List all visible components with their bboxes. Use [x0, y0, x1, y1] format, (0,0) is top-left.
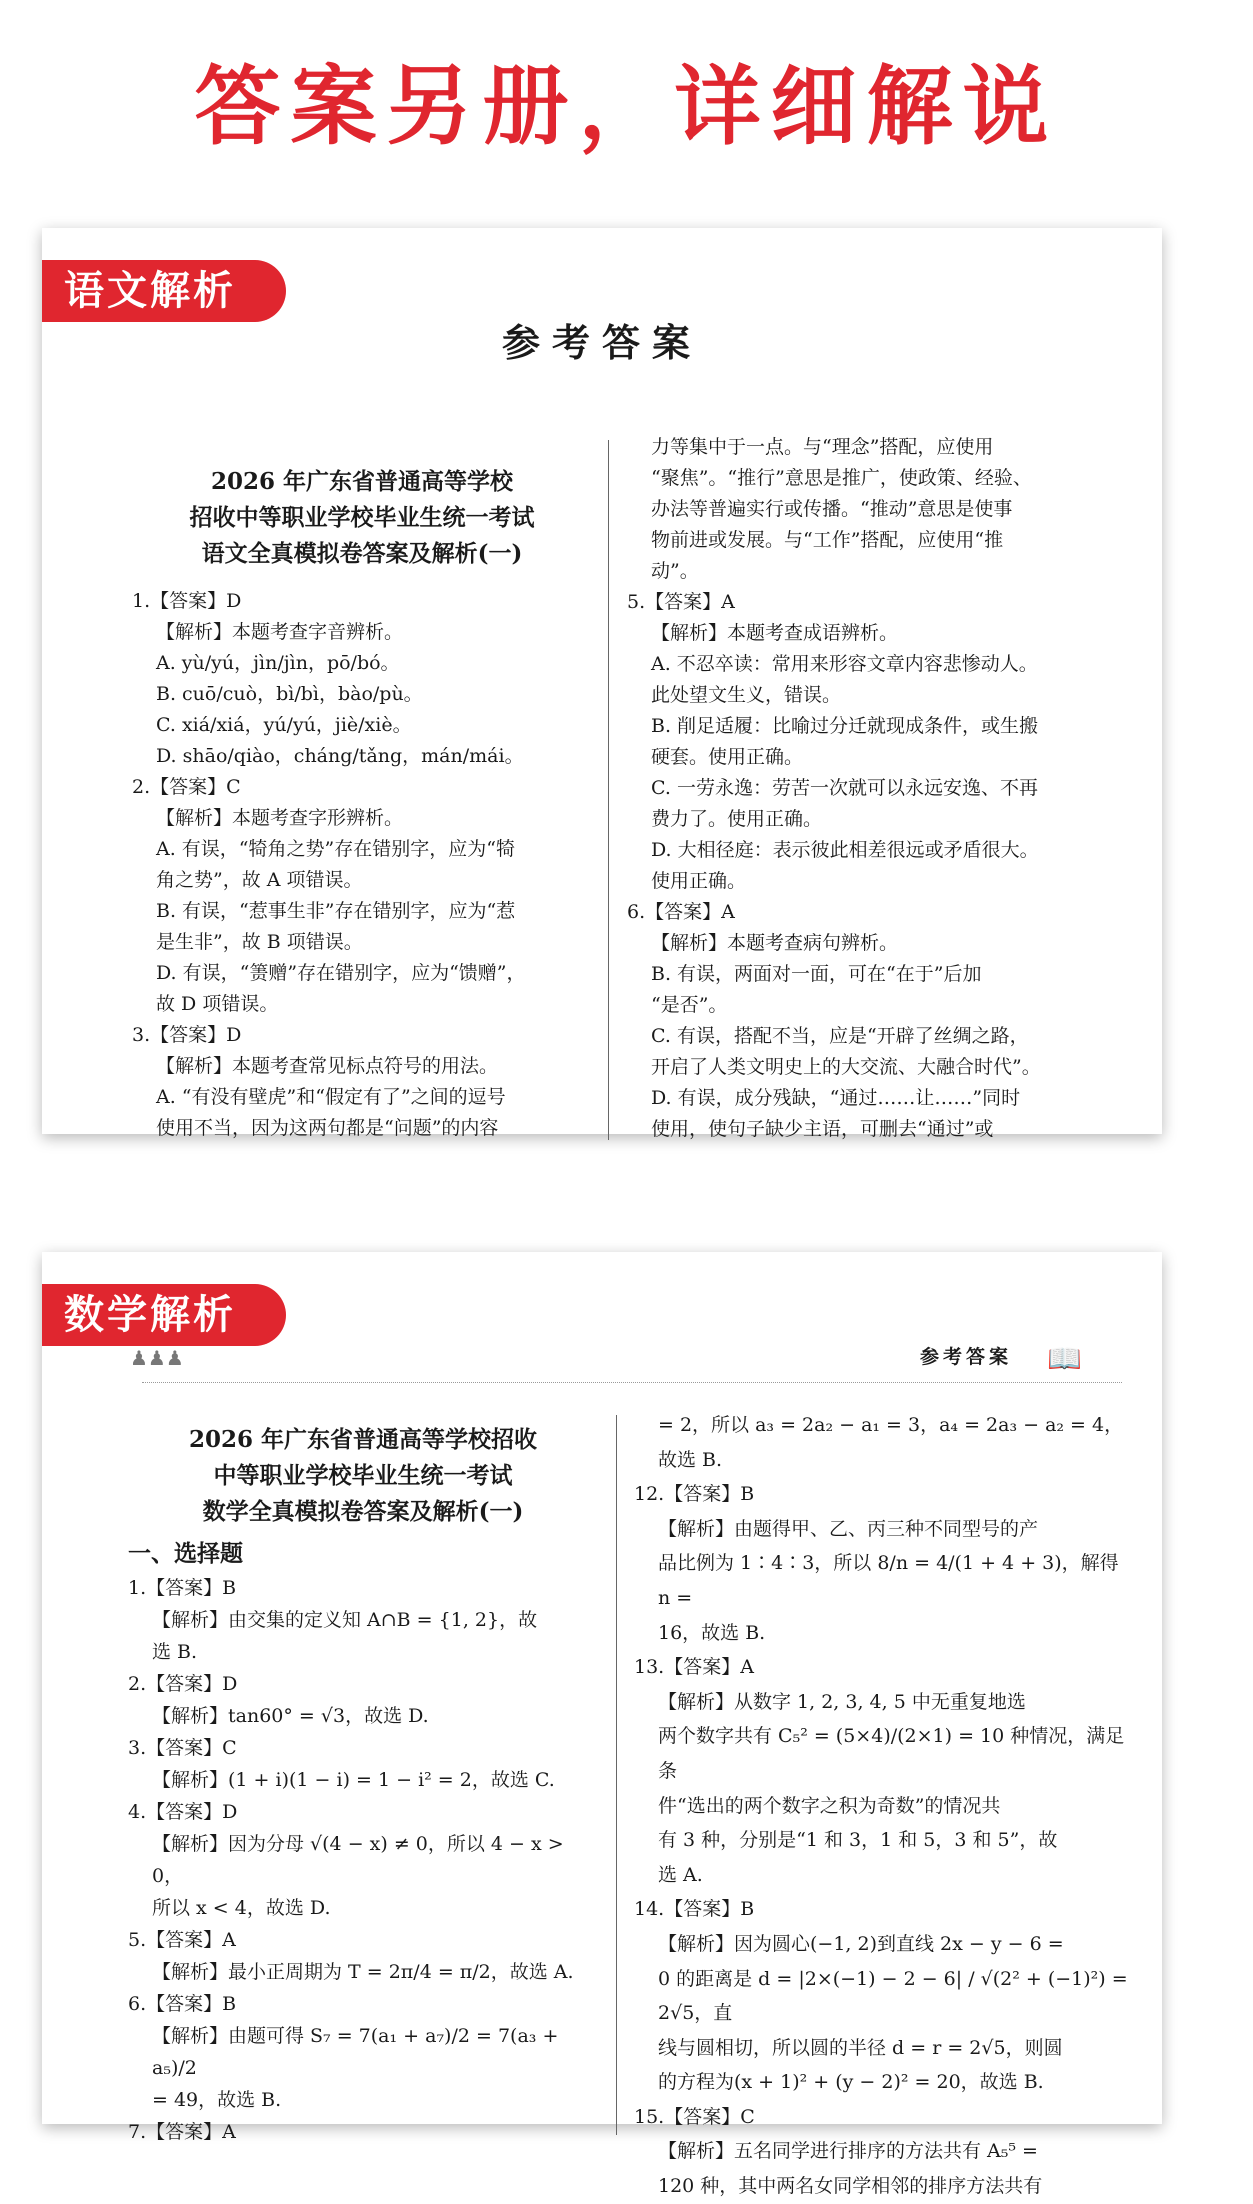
answer-line: 3.【答案】C — [128, 1737, 237, 1759]
answer-line: 是生非”，故 B 项错误。 — [156, 931, 363, 953]
chinese-heading — [132, 464, 592, 572]
chinese-left-answers — [132, 586, 592, 1144]
math-heading — [128, 1422, 598, 1530]
math-tag: 数学解析 — [42, 1284, 286, 1346]
answer-line: 硬套。使用正确。 — [651, 746, 804, 768]
chinese-tag: 语文解析 — [42, 260, 286, 322]
math-header-text: 参考答案 — [919, 1346, 1012, 1368]
column-divider — [616, 1415, 617, 2135]
answer-line: B. 有误，两面对一面，可在“在于”后加 — [651, 963, 982, 985]
answer-line: 动”。 — [651, 560, 699, 582]
answer-line: 【解析】由题可得 S₇ = 7(a₁ + a₇)/2 = 7(a₃ + a₅)/2 — [152, 2025, 559, 2079]
answer-line: 1.【答案】B — [128, 1577, 237, 1599]
heading-line: 语文全真模拟卷答案及解析(一) — [201, 540, 523, 567]
answer-line: 所以 x < 4，故选 D. — [152, 1897, 331, 1919]
answer-line: 物前进或发展。与“工作”搭配，应使用“推 — [651, 529, 1004, 551]
answer-line: 开启了人类文明史上的大交流、大融合时代”。 — [651, 1056, 1041, 1078]
math-right-column — [634, 1408, 1134, 2204]
answer-line: 力等集中于一点。与“理念”搭配，应使用 — [651, 436, 994, 458]
chinese-main-title: 参考答案 — [501, 320, 702, 365]
heading-line: 数学全真模拟卷答案及解析(一) — [202, 1498, 524, 1525]
answer-line: A. 不忍卒读：常用来形容文章内容悲惨动人。 — [651, 653, 1038, 675]
column-divider — [608, 440, 609, 1140]
math-answer-card — [42, 1252, 1162, 2198]
chinese-answer-card — [42, 228, 1162, 1140]
answer-line: = 49，故选 B. — [152, 2089, 282, 2111]
answer-line: B. cuō/cuò，bì/bì，bào/pù。 — [156, 683, 423, 705]
answer-line: D. 有误，成分残缺，“通过……让……”同时 — [651, 1087, 1021, 1109]
answer-line: 6.【答案】A — [627, 901, 735, 923]
answer-line: 办法等普遍实行或传播。“推动”意思是使事 — [651, 498, 1013, 520]
answer-line: “是否”。 — [651, 994, 728, 1016]
answer-line: 选 B. — [152, 1641, 198, 1663]
heading-line: 中等职业学校毕业生统一考试 — [213, 1462, 513, 1489]
answer-line: D. shāo/qiào，cháng/tǎng，mán/mái。 — [156, 745, 524, 767]
heading-line: 2026 年广东省普通高等学校 — [210, 468, 514, 495]
answer-line: 【解析】本题考查常见标点符号的用法。 — [156, 1055, 499, 1077]
answer-line: 【解析】本题考查病句辨析。 — [651, 932, 899, 954]
answer-line: B. 有误，“惹事生非”存在错别字，应为“惹 — [156, 900, 516, 922]
answer-line: A. “有没有壁虎”和“假定有了”之间的逗号 — [156, 1086, 506, 1108]
people-figures-icon: ♟♟♟ — [130, 1346, 184, 1370]
answer-line: 【解析】本题考查成语辨析。 — [651, 622, 899, 644]
answer-line: 【解析】因为圆心(−1, 2)到直线 2x − y − 6 = — [658, 1932, 1064, 1955]
answer-line: 费力了。使用正确。 — [651, 808, 823, 830]
answer-line: 13.【答案】A — [634, 1656, 754, 1679]
chinese-left-column — [132, 464, 592, 1144]
answer-line: 使用不当，因为这两句都是“问题”的内容 — [156, 1117, 499, 1139]
math-left-column — [128, 1422, 598, 2148]
answer-line: 4.【答案】D — [128, 1801, 238, 1823]
answer-line: 此处望文生义，错误。 — [651, 684, 842, 706]
answer-line: 角之势”，故 A 项错误。 — [156, 869, 363, 891]
math-left-answers — [128, 1572, 598, 2148]
answer-line: C. 有误，搭配不当，应是“开辟了丝绸之路， — [651, 1025, 1029, 1047]
answer-line: 的方程为(x + 1)² + (y − 2)² = 20，故选 B. — [658, 2071, 1044, 2094]
answer-line: 【解析】tan60° = √3，故选 D. — [152, 1705, 429, 1727]
answer-line: 7.【答案】A — [128, 2121, 236, 2143]
answer-line: = 2，所以 a₃ = 2a₂ − a₁ = 3，a₄ = 2a₃ − a₂ = 4， — [658, 1414, 1124, 1436]
banner-title: 答案另册，详细解说 — [194, 57, 1059, 157]
answer-line: 【解析】最小正周期为 T = 2π/4 = π/2，故选 A. — [152, 1961, 574, 1983]
answer-line: 两个数字共有 C₅² = (5×4)/(2×1) = 10 种情况，满足条 — [658, 1725, 1125, 1782]
answer-line: D. 大相径庭：表示彼此相差很远或矛盾很大。 — [651, 839, 1039, 861]
answer-line: 1.【答案】D — [132, 590, 242, 612]
answer-line: 14.【答案】B — [634, 1898, 755, 1921]
answer-line: 选 A. — [658, 1863, 703, 1886]
answer-line: 【解析】由交集的定义知 A∩B = {1, 2}，故 — [152, 1609, 538, 1631]
answer-line: 12.【答案】B — [634, 1483, 755, 1506]
heading-line: 2026 年广东省普通高等学校招收 — [188, 1426, 538, 1453]
answer-line: 品比例为 1∶4∶3，所以 8/n = 4/(1 + 4 + 3)，解得 n = — [658, 1552, 1119, 1609]
answer-line: 5.【答案】A — [627, 591, 735, 613]
answer-line: 【解析】因为分母 √(4 − x) ≠ 0，所以 4 − x > 0， — [152, 1833, 564, 1887]
answer-line: “聚焦”。“推行”意思是推广，使政策、经验、 — [651, 467, 1032, 489]
math-page-header — [130, 1336, 1122, 1383]
answer-line: 0 的距离是 d = |2×(−1) − 2 − 6| / √(2² + (−1)²) = 2√5，直 — [658, 1967, 1128, 2025]
answer-line: D. 有误，“箦赠”存在错别字，应为“馈赠”， — [156, 962, 526, 984]
answer-line: 15.【答案】C — [634, 2105, 755, 2128]
answer-line: 2.【答案】D — [128, 1673, 238, 1695]
answer-line: 故选 B. — [658, 1448, 723, 1471]
answer-line: 线与圆相切，所以圆的半径 d = r = 2√5，则圆 — [658, 2036, 1063, 2059]
heading-line: 招收中等职业学校毕业生统一考试 — [189, 504, 535, 531]
answer-line: 【解析】五名同学进行排序的方法共有 A₅⁵ = — [658, 2140, 1038, 2163]
answer-line: 6.【答案】B — [128, 1993, 237, 2015]
answer-line: 使用正确。 — [651, 870, 747, 892]
answer-line: 件“选出的两个数字之积为奇数”的情况共 — [658, 1794, 1001, 1817]
answer-line: 【解析】本题考查字音辨析。 — [156, 621, 404, 643]
answer-line: A. 有误，“犄角之势”存在错别字，应为“犄 — [156, 838, 515, 860]
answer-line: 3.【答案】D — [132, 1024, 242, 1046]
answer-line: 16，故选 B. — [658, 1621, 766, 1644]
answer-line: B. 削足适履：比喻过分迁就现成条件，或生搬 — [651, 715, 1039, 737]
answer-line: 故 D 项错误。 — [156, 993, 279, 1015]
answer-line: C. xiá/xiá，yú/yú，jiè/xiè。 — [156, 714, 412, 736]
open-book-icon: 📖 — [1047, 1342, 1082, 1375]
answer-line: 有 3 种，分别是“1 和 3，1 和 5，3 和 5”，故 — [658, 1829, 1058, 1852]
answer-line: 【解析】由题得甲、乙、丙三种不同型号的产 — [658, 1517, 1039, 1540]
answer-line: 120 种，其中两名女同学相邻的排序方法共有 — [658, 2175, 1043, 2198]
answer-line: 2.【答案】C — [132, 776, 241, 798]
answer-line: C. 一劳永逸：劳苦一次就可以永远安逸、不再 — [651, 777, 1038, 799]
answer-line: 使用，使句子缺少主语，可删去“通过”或 — [651, 1118, 994, 1140]
answer-line: 【解析】从数字 1, 2, 3, 4, 5 中无重复地选 — [658, 1690, 1026, 1713]
answer-line: A. yù/yú，jìn/jìn，pō/bó。 — [156, 652, 400, 674]
chinese-right-column — [627, 432, 1127, 1145]
section-title: 一、选择题 — [128, 1540, 243, 1567]
answer-line: 【解析】本题考查字形辨析。 — [156, 807, 404, 829]
answer-line: 5.【答案】A — [128, 1929, 236, 1951]
answer-line: 【解析】(1 + i)(1 − i) = 1 − i² = 2，故选 C. — [152, 1769, 555, 1791]
